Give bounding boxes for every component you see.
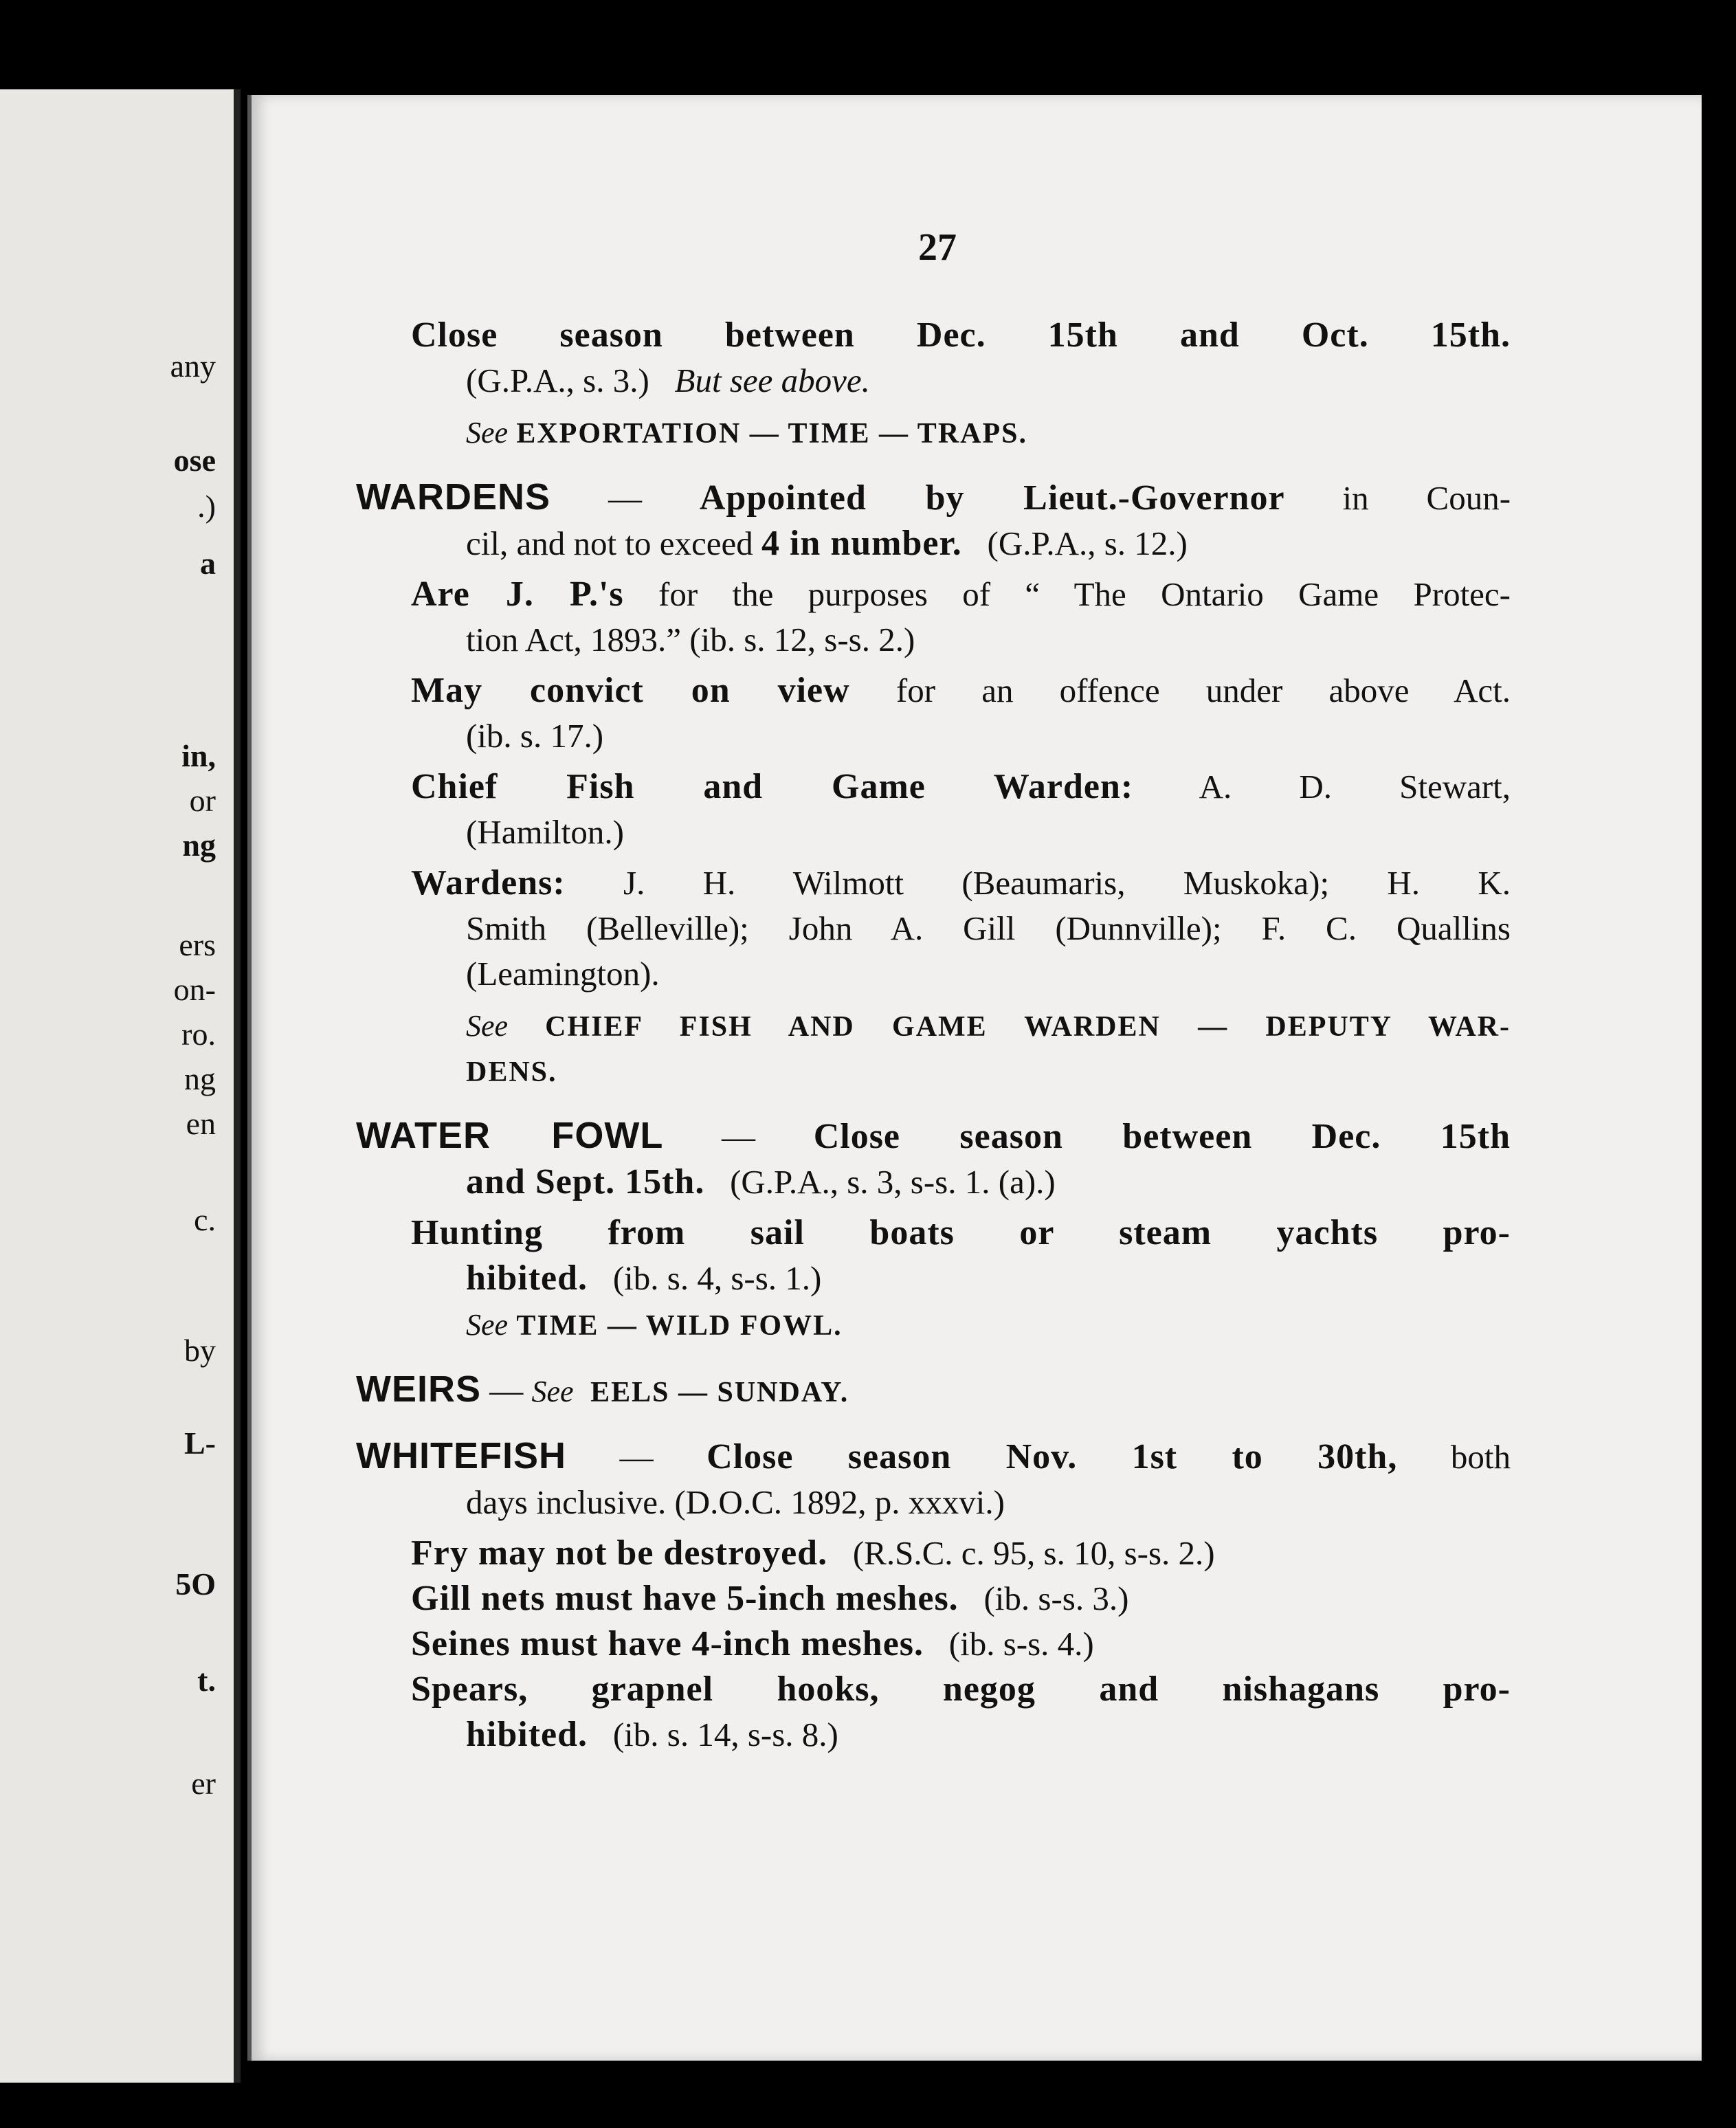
bold-text: Close season between Dec. 15th bbox=[813, 1117, 1511, 1156]
entry-line bbox=[356, 572, 1511, 617]
entry-line bbox=[356, 1621, 1511, 1667]
entry-line bbox=[356, 1113, 1511, 1160]
see-also bbox=[356, 1301, 1511, 1349]
bold-text: hibited. bbox=[466, 1715, 588, 1754]
dash: — bbox=[722, 1118, 756, 1155]
reference: (ib. s. 14, s-s. 8.) bbox=[612, 1716, 838, 1753]
bold-text: hibited. bbox=[466, 1259, 588, 1298]
entry-line: Close season between Dec. 15th and Oct. 15th. bbox=[411, 315, 1511, 355]
left-page-edge bbox=[0, 89, 241, 2083]
entry-heading: WEIRS bbox=[356, 1368, 482, 1410]
left-fragment: c. bbox=[194, 1202, 216, 1237]
entry-weirs bbox=[356, 1366, 1511, 1415]
left-fragment: L- bbox=[184, 1426, 216, 1461]
bold-text: 4 in number. bbox=[761, 524, 962, 563]
left-fragment: er bbox=[191, 1766, 216, 1801]
entry-line: (ib. s. 17.) bbox=[466, 717, 604, 755]
plain-text: in Coun- bbox=[1342, 479, 1511, 517]
entry-close-season-top bbox=[356, 313, 1511, 456]
entry-wardens bbox=[356, 474, 1511, 1095]
bold-text: May convict on view bbox=[411, 671, 850, 710]
left-fragment: ng bbox=[184, 1061, 216, 1096]
left-fragment: any bbox=[170, 348, 216, 384]
see-label: See bbox=[466, 416, 509, 450]
cross-reference: EXPORTATION — TIME — TRAPS. bbox=[516, 418, 1027, 450]
entry-line bbox=[356, 1576, 1511, 1621]
reference: (ib. s-s. 4.) bbox=[948, 1625, 1094, 1663]
bold-text: Close season Nov. 1st to 30th, bbox=[706, 1437, 1398, 1476]
entry-line bbox=[356, 1366, 1511, 1415]
entry-water-fowl bbox=[356, 1113, 1511, 1349]
bold-text: Are J. P.'s bbox=[411, 575, 624, 614]
see-label: See bbox=[466, 1308, 509, 1342]
left-fragment: ose bbox=[173, 443, 216, 478]
left-fragment: in, bbox=[181, 738, 216, 773]
left-fragment: ers bbox=[179, 927, 216, 962]
entry-line: days inclusive. (D.O.C. 1892, p. xxxvi.) bbox=[466, 1483, 1005, 1521]
see-label: See bbox=[466, 1009, 509, 1043]
cross-reference: DENS. bbox=[466, 1056, 557, 1088]
plain-text: A. D. Stewart, bbox=[1199, 768, 1511, 806]
plain-text: for an offence under above Act. bbox=[895, 672, 1511, 709]
left-fragment: or bbox=[189, 783, 216, 818]
cross-reference: CHIEF FISH AND GAME WARDEN — DEPUTY WAR- bbox=[545, 1011, 1511, 1043]
entry-line: (Leamington). bbox=[466, 955, 660, 993]
bold-text: Seines must have 4-inch meshes. bbox=[411, 1624, 924, 1663]
entry-line bbox=[356, 521, 1511, 566]
see-also bbox=[356, 1002, 1511, 1050]
left-fragment: 5O bbox=[175, 1566, 216, 1601]
left-fragment: .) bbox=[197, 489, 216, 524]
left-fragment: t. bbox=[197, 1663, 216, 1698]
entry-line bbox=[356, 1712, 1511, 1758]
reference: (G.P.A., s. 3.) bbox=[466, 362, 649, 399]
entry-line: (Hamilton.) bbox=[466, 813, 624, 851]
left-fragment: ro. bbox=[181, 1017, 216, 1052]
left-fragment: a bbox=[200, 546, 216, 581]
plain-text: both bbox=[1450, 1438, 1511, 1476]
bold-text: Gill nets must have 5-inch meshes. bbox=[411, 1579, 959, 1618]
entry-line bbox=[356, 1433, 1511, 1480]
bold-text: Wardens: bbox=[411, 863, 566, 902]
entry-heading: WATER FOWL bbox=[356, 1115, 664, 1156]
reference: (ib. s. 4, s-s. 1.) bbox=[612, 1259, 822, 1297]
entry-line bbox=[356, 764, 1511, 810]
bold-text: Appointed by Lieut.-Governor bbox=[699, 478, 1285, 518]
entry-line bbox=[356, 1256, 1511, 1301]
reference: (G.P.A., s. 3, s-s. 1. (a).) bbox=[730, 1163, 1056, 1201]
dash: — bbox=[489, 1371, 524, 1409]
left-fragment: by bbox=[184, 1333, 216, 1368]
entry-line bbox=[356, 668, 1511, 713]
bold-text: and Sept. 15th. bbox=[466, 1162, 705, 1201]
entry-line bbox=[356, 474, 1511, 521]
entry-whitefish bbox=[356, 1433, 1511, 1758]
plain-text: J. H. Wilmott (Beaumaris, Muskoka); H. K. bbox=[623, 864, 1511, 902]
page-content bbox=[356, 313, 1511, 1775]
left-fragment: en bbox=[186, 1106, 216, 1141]
entry-line bbox=[356, 358, 1511, 403]
entry-line bbox=[356, 1160, 1511, 1205]
see-label: See bbox=[531, 1375, 574, 1408]
reference: (ib. s-s. 3.) bbox=[983, 1580, 1129, 1617]
entry-line: Smith (Belleville); John A. Gill (Dunnville); F. C. Quallins bbox=[466, 909, 1511, 947]
left-fragment: ng bbox=[182, 828, 216, 863]
plain-text: for the purposes of “ The Ontario Game Protec- bbox=[658, 575, 1511, 613]
reference: (G.P.A., s. 12.) bbox=[987, 524, 1188, 562]
bold-text: Chief Fish and Game Warden: bbox=[411, 767, 1134, 806]
cross-reference: EELS — SUNDAY. bbox=[590, 1377, 849, 1408]
entry-line bbox=[356, 861, 1511, 906]
entry-heading: WARDENS bbox=[356, 476, 551, 518]
see-also bbox=[356, 409, 1511, 456]
entry-line: Spears, grapnel hooks, negog and nishagans pro- bbox=[411, 1670, 1511, 1709]
entry-heading: WHITEFISH bbox=[356, 1435, 566, 1476]
entry-line bbox=[356, 1531, 1511, 1576]
dash: — bbox=[619, 1438, 654, 1476]
bold-text: Fry may not be destroyed. bbox=[411, 1533, 828, 1573]
reference: (R.S.C. c. 95, s. 10, s-s. 2.) bbox=[852, 1534, 1215, 1572]
dash: — bbox=[608, 479, 642, 517]
note: But see above. bbox=[674, 362, 870, 399]
left-fragment: on- bbox=[173, 972, 216, 1007]
cross-reference: TIME — WILD FOWL. bbox=[516, 1310, 843, 1342]
entry-line: tion Act, 1893.” (ib. s. 12, s-s. 2.) bbox=[466, 621, 915, 658]
entry-line: Hunting from sail boats or steam yachts pro- bbox=[411, 1213, 1511, 1252]
page-number: 27 bbox=[918, 226, 957, 269]
plain-text: cil, and not to exceed bbox=[466, 524, 753, 562]
